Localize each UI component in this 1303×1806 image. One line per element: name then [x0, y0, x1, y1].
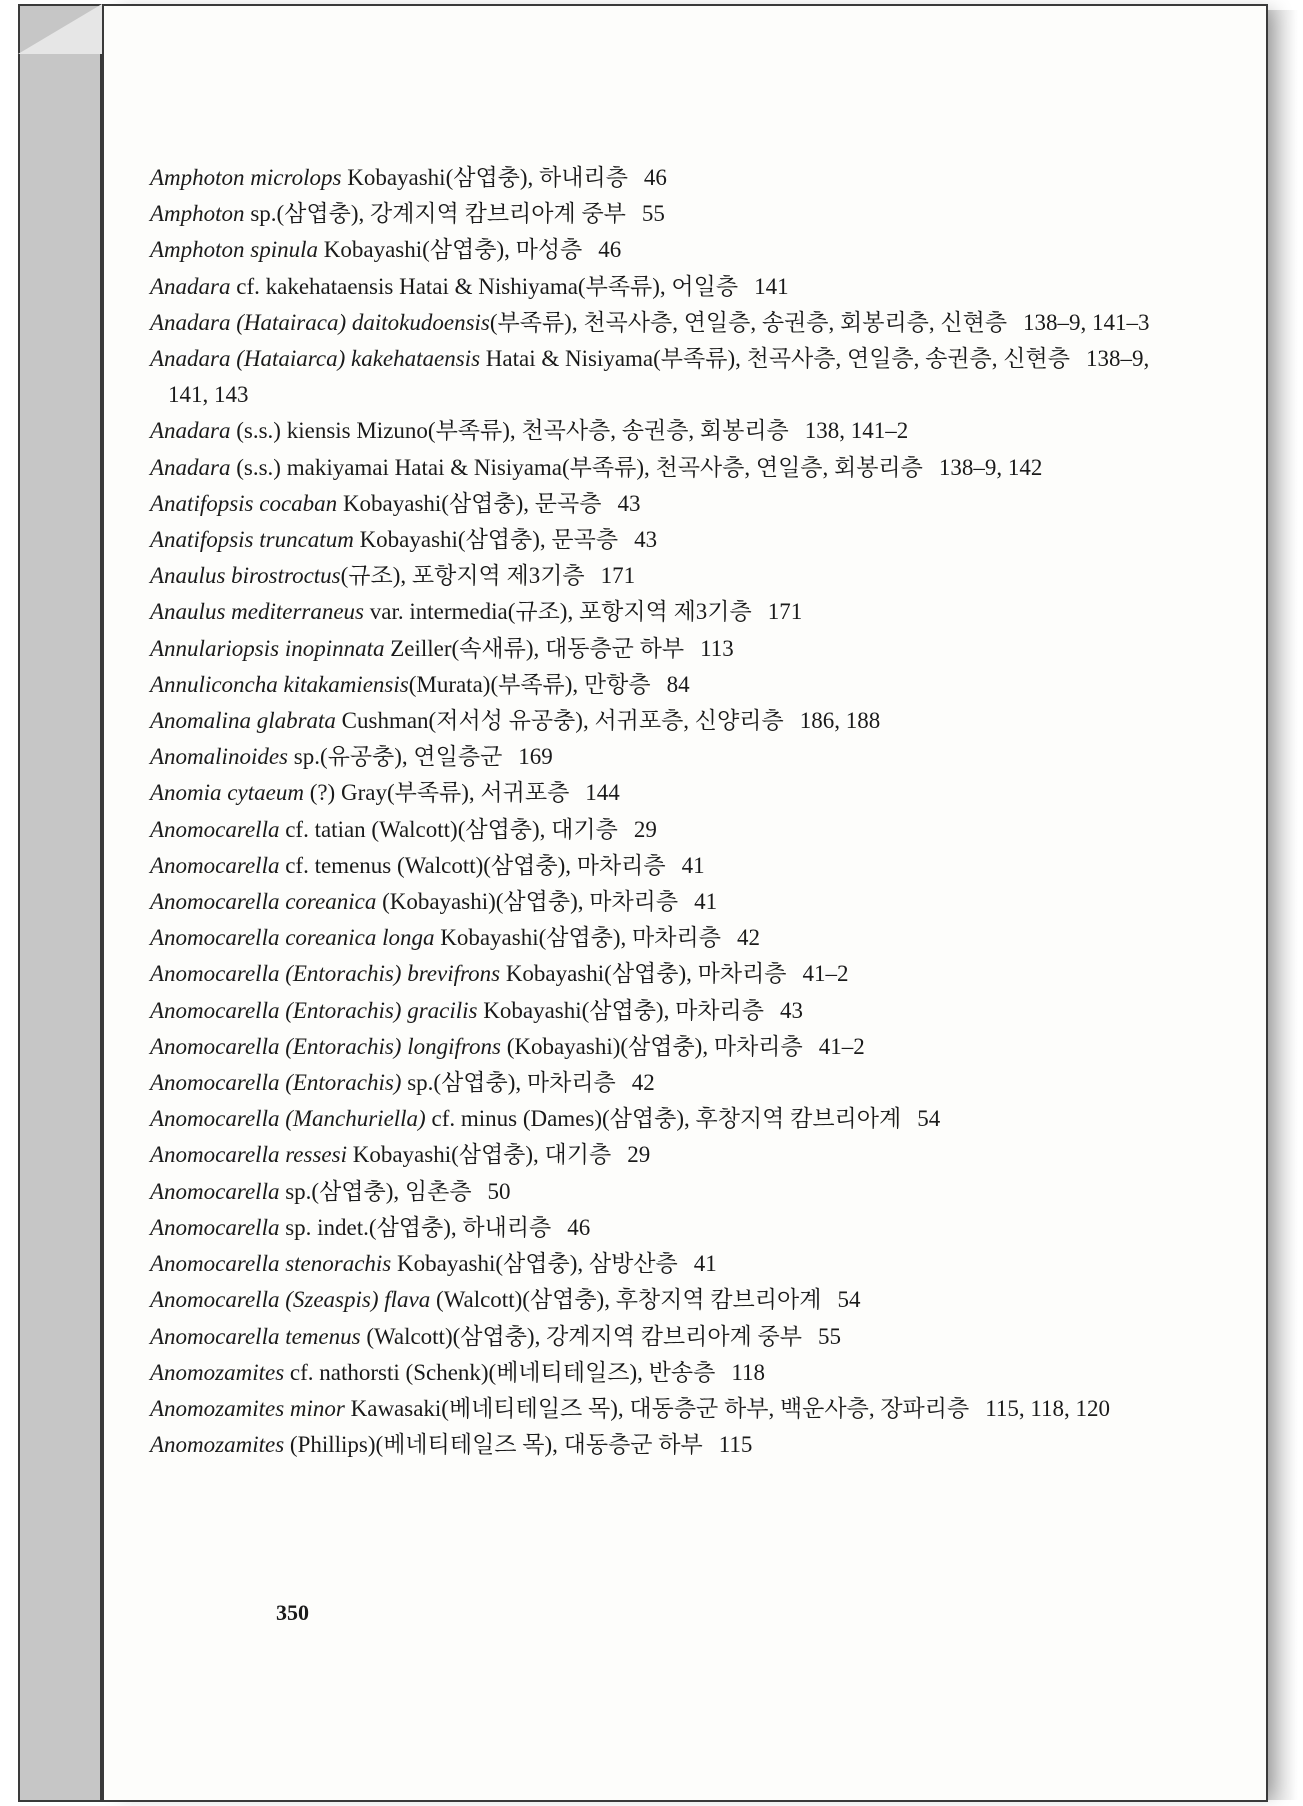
page-references: 115: [718, 1432, 753, 1458]
index-entry: [150, 1246, 1160, 1282]
page-references: 144: [585, 780, 620, 806]
entry-description: Kawasaki(베네티테일즈 목), 대동층군 하부, 백운사층, 장파리층: [344, 1395, 970, 1421]
page-references: 46: [643, 165, 667, 190]
taxon-name: Anomocarella (Manchuriella): [150, 1106, 426, 1132]
entry-description: sp.(삼엽충), 마차리층: [401, 1070, 616, 1096]
index-entry: [150, 1427, 1160, 1463]
entry-description: Kobayashi(삼엽충), 문곡층: [353, 527, 619, 553]
page-references: 42: [736, 925, 760, 951]
page-references: 55: [817, 1323, 841, 1349]
page-references: 41: [681, 852, 705, 878]
taxon-name: Anomalinoides: [150, 744, 288, 770]
index-entry: [150, 1065, 1160, 1101]
book-spine: [18, 4, 102, 1802]
index-entry: [150, 413, 1160, 449]
page-references: 46: [567, 1214, 591, 1240]
index-entry: [150, 1029, 1160, 1065]
entry-description: (Murata)(부족류), 만항층: [408, 671, 651, 697]
index-entry: [150, 1391, 1160, 1427]
entry-description: Kobayashi(삼엽충), 하내리층: [341, 165, 628, 190]
page-references: 141: [754, 273, 789, 299]
index-entry: [150, 1282, 1160, 1318]
taxon-name: Anadara: [150, 454, 231, 480]
entry-description: Kobayashi(삼엽충), 문곡층: [337, 490, 602, 516]
taxon-name: Anomocarella stenorachis: [150, 1251, 392, 1277]
taxon-name: Anadara (Hatairaca) daitokudoensis: [150, 309, 490, 335]
page-references: 43: [617, 490, 641, 516]
page-references: 43: [634, 527, 658, 553]
taxon-name: Anomocarella: [150, 1178, 280, 1204]
page-references: 171: [600, 563, 636, 589]
taxon-name: Anomocarella ressesi: [150, 1142, 347, 1168]
index-entry: [150, 848, 1160, 884]
entry-description: (Walcott)(삼엽충), 후창지역 캄브리아계: [430, 1287, 822, 1313]
index-entry: [150, 160, 1160, 196]
taxon-name: Amphoton spinula: [150, 237, 319, 263]
entry-description: (규조), 포항지역 제3기층: [340, 563, 585, 589]
index-entry: [150, 884, 1160, 920]
page-references: 138–9, 141–3: [1023, 309, 1150, 335]
taxon-name: Anatifopsis truncatum: [150, 527, 354, 553]
index-entry: [150, 232, 1160, 268]
index-entry: [150, 1101, 1160, 1137]
index-entry: [150, 1319, 1160, 1355]
taxon-name: Anomocarella: [150, 852, 280, 878]
entry-description: sp.(삼엽충), 강계지역 캄브리아계 중부: [244, 201, 626, 227]
index-entry: [150, 1174, 1160, 1210]
index-entry: [150, 196, 1160, 232]
index-entry: [150, 739, 1160, 775]
taxon-name: Anomocarella temenus: [150, 1323, 361, 1349]
taxon-name: Anomozamites: [150, 1359, 285, 1385]
page-references: 115, 118, 120: [985, 1395, 1111, 1421]
page-references: 54: [837, 1287, 861, 1313]
taxon-name: Anomocarella (Entorachis) gracilis: [150, 997, 478, 1023]
taxon-name: Anomozamites: [150, 1432, 285, 1458]
index-entry: [150, 631, 1160, 667]
entry-description: sp.(삼엽충), 임촌층: [279, 1178, 472, 1204]
taxon-name: Anomocarella coreanica: [150, 889, 377, 915]
entry-description: cf. temenus (Walcott)(삼엽충), 마차리층: [279, 852, 666, 878]
taxon-name: Anomocarella (Entorachis) longifrons: [150, 1033, 501, 1059]
entry-description: Kobayashi(삼엽충), 마차리층: [434, 925, 721, 951]
taxon-name: Amphoton microlops: [150, 165, 342, 190]
index-entry: [150, 558, 1160, 594]
entry-description: Kobayashi(삼엽충), 마차리층: [500, 961, 787, 987]
taxon-name: Anadara (Hataiarca) kakehataensis: [150, 346, 481, 372]
taxon-name: Anadara: [150, 418, 231, 444]
page-references: 41: [693, 1251, 717, 1277]
index-entry: [150, 341, 1160, 413]
page-shadow: [1268, 10, 1298, 1800]
index-entry: [150, 993, 1160, 1029]
entry-description: (Kobayashi)(삼엽충), 마차리층: [376, 889, 679, 915]
page-references: 138–9, 142: [938, 454, 1043, 480]
index-entry-list: [150, 160, 1160, 1463]
taxon-name: Anomia cytaeum: [150, 780, 304, 806]
page-references: 41–2: [818, 1033, 865, 1059]
page-references: 42: [631, 1070, 655, 1096]
page-number: 350: [276, 1600, 309, 1625]
index-entry: [150, 1137, 1160, 1173]
taxon-name: Anatifopsis cocaban: [150, 490, 338, 516]
page-references: 118: [731, 1359, 765, 1385]
taxon-name: Anaulus birostroctus: [150, 563, 341, 589]
taxon-name: Anomalina glabrata: [150, 708, 336, 734]
page-references: 138, 141–2: [804, 418, 909, 444]
index-entry: [150, 703, 1160, 739]
entry-description: cf. tatian (Walcott)(삼엽충), 대기층: [279, 816, 618, 842]
page-references: 171: [767, 599, 803, 625]
entry-description: sp.(유공충), 연일층군: [288, 744, 503, 770]
entry-description: Kobayashi(삼엽충), 대기층: [346, 1142, 612, 1168]
index-entry: [150, 1355, 1160, 1391]
page-references: 55: [641, 201, 665, 227]
taxon-name: Anadara: [150, 273, 231, 299]
index-entry: [150, 269, 1160, 305]
taxon-name: Anaulus mediterraneus: [150, 599, 365, 625]
page-references: 41–2: [802, 961, 849, 987]
index-entry: [150, 1210, 1160, 1246]
taxon-name: Annulariopsis inopinnata: [150, 635, 385, 661]
page-references: 41: [694, 889, 718, 915]
taxon-name: Anomocarella coreanica longa: [150, 925, 435, 951]
taxon-name: Annuliconcha kitakamiensis: [150, 671, 409, 697]
page-references: 113: [700, 635, 734, 661]
taxon-name: Anomozamites minor: [150, 1395, 345, 1421]
index-entry: [150, 812, 1160, 848]
index-entry: [150, 450, 1160, 486]
taxon-name: Anomocarella: [150, 816, 280, 842]
index-entry: [150, 667, 1160, 703]
page-references: 138–9, 141, 143: [168, 346, 1150, 408]
page-references: 29: [633, 816, 657, 842]
taxon-name: Anomocarella: [150, 1214, 280, 1240]
page-references: 50: [487, 1178, 511, 1204]
entry-description: cf. nathorsti (Schenk)(베네티테일즈), 반송층: [284, 1359, 716, 1385]
index-entry: [150, 956, 1160, 992]
page-references: 29: [627, 1142, 651, 1168]
entry-description: cf. kakehataensis Hatai & Nishiyama(부족류), 어일층: [230, 273, 739, 299]
entry-description: (?) Gray(부족류), 서귀포층: [303, 780, 570, 806]
entry-description: Kobayashi(삼엽충), 마차리층: [477, 997, 764, 1023]
entry-description: (Walcott)(삼엽충), 강계지역 캄브리아계 중부: [360, 1323, 802, 1349]
entry-description: Kobayashi(삼엽충), 마성층: [318, 237, 583, 263]
entry-description: Kobayashi(삼엽충), 삼방산층: [391, 1251, 678, 1277]
index-entry: [150, 486, 1160, 522]
index-entry: [150, 775, 1160, 811]
page-references: 186, 188: [799, 708, 881, 734]
page-references: 46: [598, 237, 622, 263]
entry-description: (Kobayashi)(삼엽충), 마차리층: [500, 1033, 803, 1059]
entry-description: (s.s.) makiyamai Hatai & Nisiyama(부족류), 천곡사층, 연일층, 회봉리층: [230, 454, 923, 480]
taxon-name: Anomocarella (Entorachis): [150, 1070, 402, 1096]
page-references: 54: [917, 1106, 941, 1132]
page-references: 84: [666, 671, 690, 697]
entry-description: Cushman(저서성 유공충), 서귀포층, 신양리층: [335, 708, 784, 734]
page-references: 43: [779, 997, 803, 1023]
taxon-name: Anomocarella (Szeaspis) flava: [150, 1287, 431, 1313]
entry-description: (s.s.) kiensis Mizuno(부족류), 천곡사층, 송권층, 회봉리층: [230, 418, 789, 444]
page-references: 169: [518, 744, 553, 770]
entry-description: (부족류), 천곡사층, 연일층, 송권층, 회봉리층, 신현층: [489, 309, 1008, 335]
entry-description: var. intermedia(규조), 포항지역 제3기층: [364, 599, 752, 625]
entry-description: sp. indet.(삼엽충), 하내리층: [279, 1214, 552, 1240]
entry-description: Zeiller(속새류), 대동층군 하부: [384, 635, 685, 661]
taxon-name: Anomocarella (Entorachis) brevifrons: [150, 961, 501, 987]
index-entry: [150, 522, 1160, 558]
index-entry: [150, 594, 1160, 630]
taxon-name: Amphoton: [150, 201, 245, 227]
entry-description: cf. minus (Dames)(삼엽충), 후창지역 캄브리아계: [425, 1106, 902, 1132]
index-entry: [150, 305, 1160, 341]
entry-description: Hatai & Nisiyama(부족류), 천곡사층, 연일층, 송권층, 신현층: [480, 346, 1070, 372]
entry-description: (Phillips)(베네티테일즈 목), 대동층군 하부: [284, 1432, 703, 1458]
index-entry: [150, 920, 1160, 956]
